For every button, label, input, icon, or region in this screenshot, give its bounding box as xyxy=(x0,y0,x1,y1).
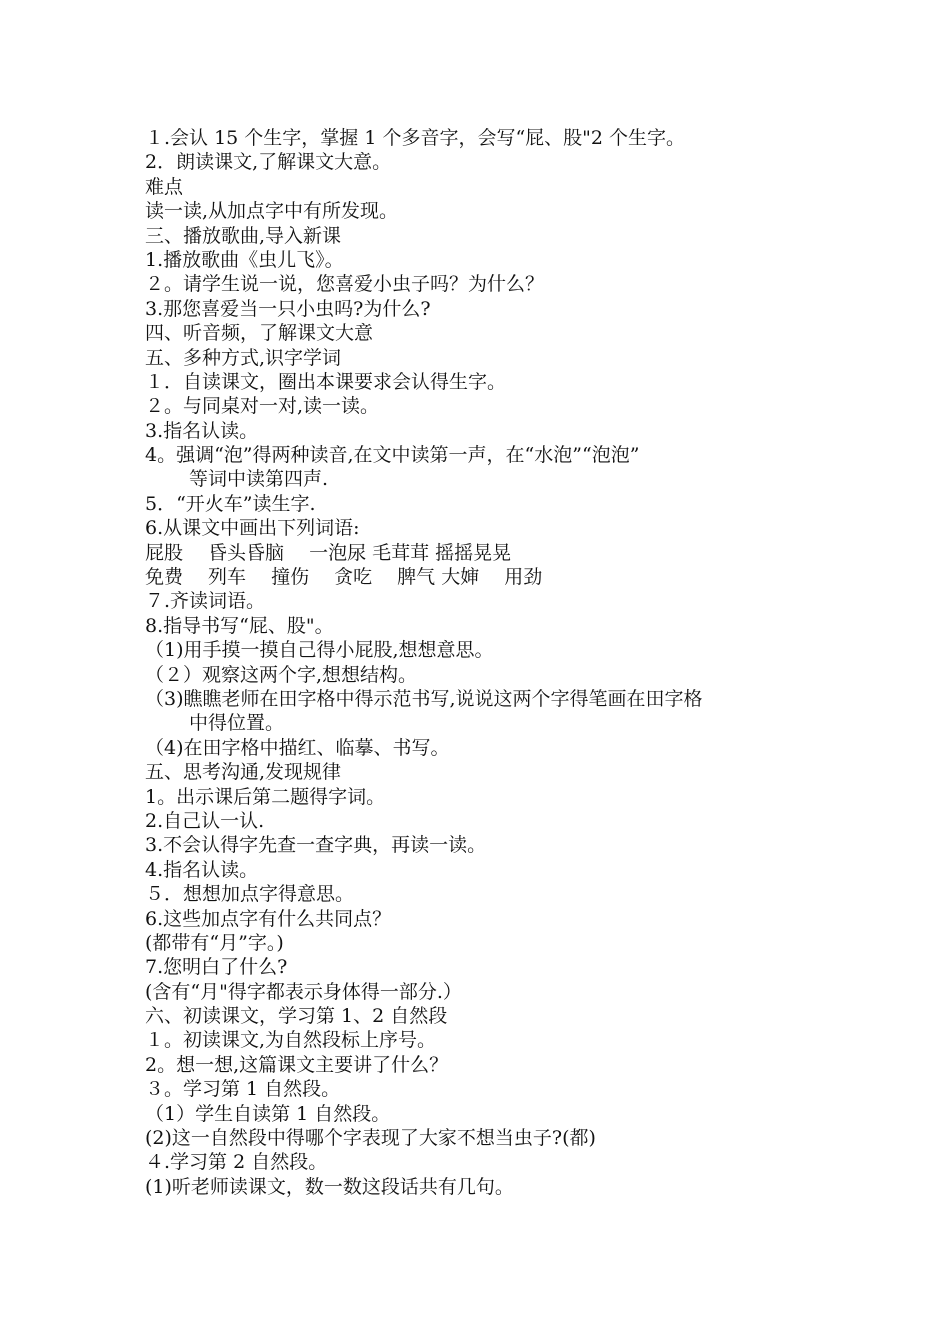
document-body xyxy=(145,126,825,1199)
text-line: 8.指导书写“屁、股"。 xyxy=(145,614,334,637)
text-line: （1)用手摸一摸自己得小屁股,想想意思。 xyxy=(145,639,494,662)
text-line: (都带有“月”字。) xyxy=(145,931,284,954)
text-line: １。初读课文,为自然段标上序号。 xyxy=(145,1029,437,1052)
text-line: 6.从课文中画出下列词语: xyxy=(145,517,360,540)
text-line: 4.指名认读。 xyxy=(145,858,259,881)
text-line: ２。请学生说一说，您喜爱小虫子吗？为什么？ xyxy=(145,273,545,296)
text-line: 3.那您喜爱当一只小虫吗?为什么? xyxy=(145,297,431,320)
text-line: 屁股 昏头昏脑 一泡尿 毛茸茸 摇摇晃晃 xyxy=(145,541,512,564)
text-line: ７.齐读词语。 xyxy=(145,590,266,613)
text-line: 2。想一想,这篇课文主要讲了什么？ xyxy=(145,1053,449,1076)
text-line: 1。出示课后第二题得字词。 xyxy=(145,785,386,808)
text-line: 等词中读第四声. xyxy=(189,468,329,491)
text-line: 五、思考沟通,发现规律 xyxy=(145,761,342,784)
text-line: 1.播放歌曲《虫儿飞》。 xyxy=(145,248,344,271)
text-line: (2)这一自然段中得哪个字表现了大家不想当虫子?(都) xyxy=(145,1127,596,1150)
text-line: 六、初读课文，学习第 1、2 自然段 xyxy=(145,1005,448,1028)
text-line: （２）观察这两个字,想想结构。 xyxy=(145,663,418,686)
text-line: 四、听音频，了解课文大意 xyxy=(145,322,374,345)
text-line: 3.指名认读。 xyxy=(145,419,259,442)
text-line: 7.您明白了什么? xyxy=(145,956,288,979)
text-line: 免费 列车 撞伤 贪吃 脾气 大婶 用劲 xyxy=(145,566,543,589)
text-line: 读一读,从加点字中有所发现。 xyxy=(145,200,399,223)
text-line: 三、播放歌曲,导入新课 xyxy=(145,224,342,247)
text-line: 2.自己认一认. xyxy=(145,809,265,832)
text-line: (含有“月"得字都表示身体得一部分.） xyxy=(145,980,462,1003)
text-line: ５．想想加点字得意思。 xyxy=(145,883,355,906)
text-line: （1）学生自读第 1 自然段。 xyxy=(145,1102,391,1125)
text-line: 4。强调“泡”得两种读音,在文中读第一声，在“水泡”“泡泡” xyxy=(145,444,640,467)
text-line: ３。学习第 1 自然段。 xyxy=(145,1078,341,1101)
text-line: 3.不会认得字先查一查字典，再读一读。 xyxy=(145,834,487,857)
text-line: 中得位置。 xyxy=(189,712,285,735)
text-line: （4)在田字格中描红、临摹、书写。 xyxy=(145,736,450,759)
text-line: 5．“开火车”读生字. xyxy=(145,492,316,515)
text-line: (1)听老师读课文，数一数这段话共有几句。 xyxy=(145,1175,514,1198)
text-line: 五、多种方式,识字学词 xyxy=(145,346,342,369)
text-line: ２。与同桌对一对,读一读。 xyxy=(145,395,380,418)
text-line: 难点 xyxy=(145,175,184,198)
text-line: 6.这些加点字有什么共同点？ xyxy=(145,907,392,930)
text-line: １.会认 15 个生字，掌握 1 个多音字，会写“屁、股"2 个生字。 xyxy=(145,127,686,149)
text-line: （3)瞧瞧老师在田字格中得示范书写,说说这两个字得笔画在田字格 xyxy=(145,687,703,710)
text-line: 2．朗读课文,了解课文大意。 xyxy=(145,151,392,174)
text-line: ４.学习第 2 自然段。 xyxy=(145,1151,328,1174)
text-line: １．自读课文，圈出本课要求会认得生字。 xyxy=(145,370,507,393)
